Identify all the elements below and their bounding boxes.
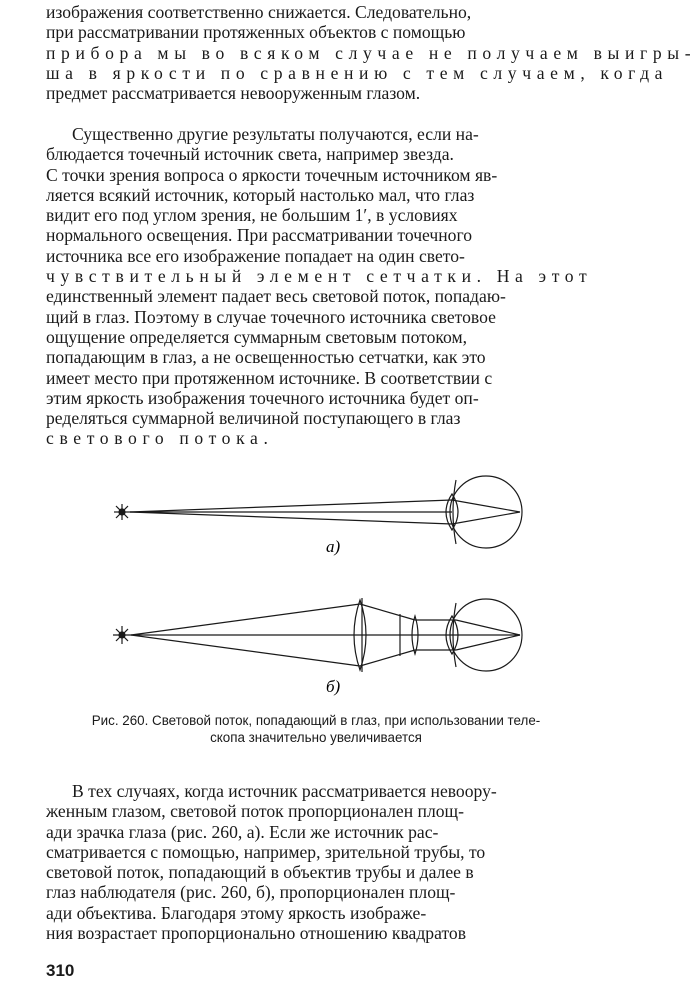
ray bbox=[456, 620, 520, 635]
ray bbox=[130, 512, 452, 524]
text-line: ади объектива. Благодаря этому яркость изображе- bbox=[46, 902, 427, 923]
text-line: светового потока. bbox=[46, 428, 274, 449]
ray bbox=[452, 500, 520, 512]
text-line: попадающим в глаз, а не освещенностью сетчатки, как это bbox=[46, 347, 486, 368]
text-line: сматривается с помощью, например, зрительной трубы, то bbox=[46, 841, 486, 862]
page-number: 310 bbox=[46, 961, 75, 980]
ray bbox=[131, 604, 360, 635]
text-line: нормального освещения. При рассматривании точечного bbox=[46, 225, 473, 246]
text-line: ределяться суммарной величиной поступающего в глаз bbox=[46, 408, 461, 429]
text-line: глаз наблюдателя (рис. 260, б), пропорционален площ- bbox=[46, 882, 456, 903]
text-line: прибора мы во всяком случае не получаем выигры- bbox=[46, 42, 696, 63]
text-line: В тех случаях, когда источник рассматривается невоору- bbox=[72, 781, 497, 801]
caption-line: Рис. 260. Световой поток, попадающий в глаз, при использовании теле- bbox=[91, 713, 541, 728]
ray bbox=[452, 512, 520, 524]
text-line: источника все его изображение попадает на один свето- bbox=[46, 245, 465, 266]
text-line: имеет место при протяженном источнике. В соответствии с bbox=[46, 367, 493, 388]
text-line: чувствительный элемент сетчатки. На этот bbox=[46, 266, 593, 287]
text-line: ния возрастает пропорционально отношению квадратов bbox=[46, 923, 467, 944]
figure-label-b: б) bbox=[326, 677, 341, 696]
figure-260 bbox=[100, 470, 540, 700]
text-line: щий в глаз. Поэтому в случае точечного источника световое bbox=[46, 306, 496, 327]
text-line: ляется всякий источник, который настолько мал, что глаз bbox=[46, 184, 475, 205]
ray bbox=[360, 604, 415, 620]
text-line: видит его под углом зрения, не большим 1′, в условиях bbox=[46, 205, 458, 226]
text-line: при рассматривании протяженных объектов с помощью bbox=[46, 22, 466, 43]
text-line: женным глазом, световой поток пропорционален площ- bbox=[46, 801, 464, 822]
text-line: ша в яркости по сравнению с тем случаем, когда bbox=[46, 62, 669, 83]
ray bbox=[131, 635, 360, 666]
text-line: блюдается точечный источник света, например звезда. bbox=[46, 144, 454, 165]
eye-icon bbox=[450, 476, 522, 548]
text-line: С точки зрения вопроса о яркости точечным источником яв- bbox=[46, 164, 498, 185]
ray bbox=[360, 650, 415, 666]
paragraph-3 bbox=[46, 781, 586, 943]
ray bbox=[130, 500, 452, 512]
text-line: ади зрачка глаза (рис. 260, а). Если же источник рас- bbox=[46, 821, 439, 842]
optics-diagram bbox=[100, 470, 540, 700]
text-line: единственный элемент падает весь световой поток, попадаю- bbox=[46, 286, 506, 307]
text-line: предмет рассматривается невооруженным глазом. bbox=[46, 83, 421, 104]
text-line: световой поток, попадающий в объектив трубы и далее в bbox=[46, 862, 474, 883]
text-line: ощущение определяется суммарным световым потоком, bbox=[46, 326, 468, 347]
caption-line: скопа значительно увеличивается bbox=[210, 730, 422, 745]
text-line: Существенно другие результаты получаются, если на- bbox=[72, 124, 479, 144]
cornea bbox=[453, 480, 456, 544]
figure-caption bbox=[46, 712, 586, 746]
star-icon bbox=[114, 504, 130, 520]
diagram-a bbox=[114, 476, 522, 548]
paragraph-2 bbox=[46, 124, 593, 449]
text-line: изображения соответственно снижается. Следовательно, bbox=[46, 2, 472, 22]
ray bbox=[456, 635, 520, 650]
diagram-b bbox=[113, 598, 522, 672]
figure-label-a: а) bbox=[326, 537, 341, 556]
star-icon bbox=[113, 626, 131, 644]
text-line: этим яркость изображения точечного источника будет оп- bbox=[46, 387, 479, 408]
paragraph-1 bbox=[46, 2, 696, 104]
